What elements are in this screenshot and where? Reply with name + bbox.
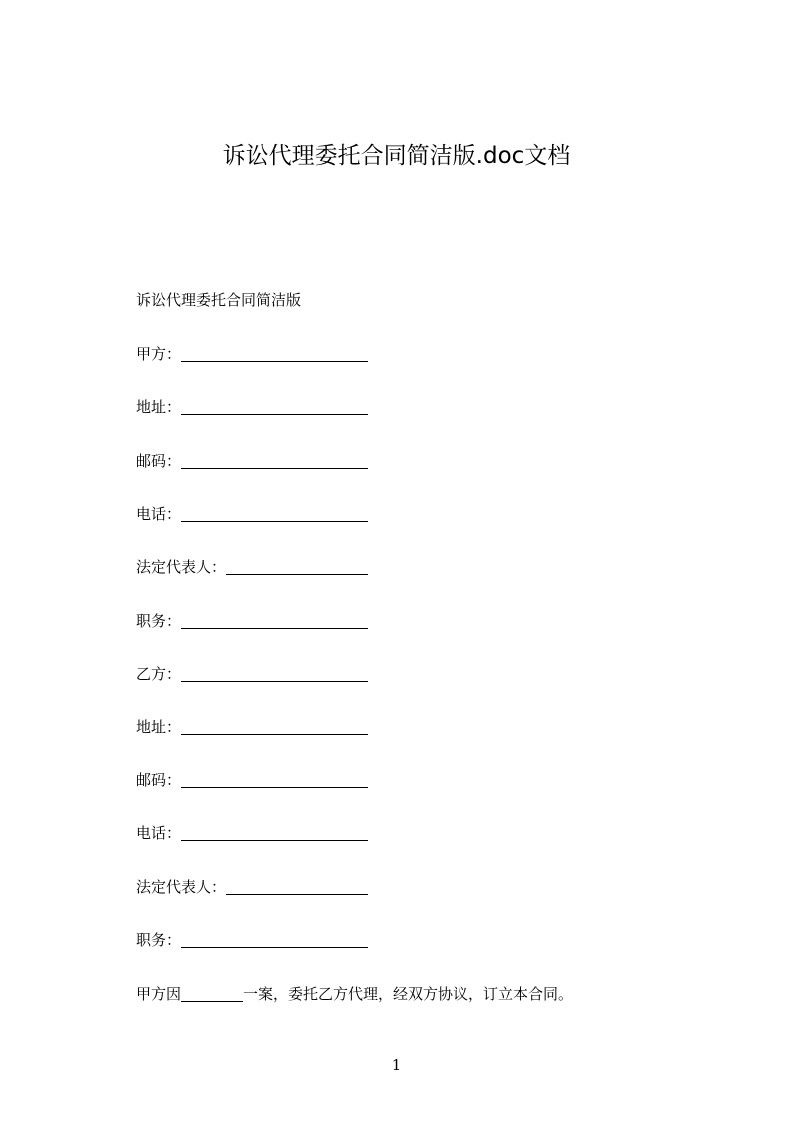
contract-heading: 诉讼代理委托合同简洁版 <box>136 291 302 309</box>
fill-in-line <box>181 505 368 522</box>
fill-in-line <box>181 612 368 629</box>
fill-in-line <box>181 771 368 788</box>
party-a-address-field <box>136 396 368 418</box>
field-label: 甲方： <box>136 345 182 363</box>
fill-in-line <box>181 398 368 415</box>
field-label: 地址： <box>136 718 182 736</box>
fill-in-line <box>181 824 368 841</box>
party-b-phone-field <box>136 822 368 844</box>
party-a-legal-rep-field <box>136 556 368 578</box>
field-label: 职务： <box>136 931 182 949</box>
paragraph-text-after: 一案，委托乙方代理，经双方协议，订立本合同。 <box>243 985 574 1003</box>
field-label: 职务： <box>136 612 182 630</box>
fill-in-line <box>226 878 368 895</box>
field-label: 邮码： <box>136 452 182 470</box>
contract-clause-paragraph <box>136 983 573 1005</box>
field-label: 电话： <box>136 824 182 842</box>
party-b-field <box>136 663 368 685</box>
fill-in-line <box>181 452 368 469</box>
party-b-position-field <box>136 929 368 951</box>
field-label: 乙方： <box>136 665 182 683</box>
fill-in-line <box>181 665 368 682</box>
fill-in-line <box>181 718 368 735</box>
fill-in-line <box>226 558 368 575</box>
party-b-legal-rep-field <box>136 876 368 898</box>
field-label: 法定代表人： <box>136 878 227 896</box>
party-a-field <box>136 343 368 365</box>
page-number: 1 <box>391 1056 402 1074</box>
field-label: 邮码： <box>136 771 182 789</box>
party-b-address-field <box>136 716 368 738</box>
party-a-position-field <box>136 610 368 632</box>
case-blank-line <box>181 985 243 1002</box>
fill-in-line <box>181 931 368 948</box>
party-a-phone-field <box>136 503 368 525</box>
party-a-postcode-field <box>136 450 368 472</box>
field-label: 地址： <box>136 398 182 416</box>
paragraph-text-before: 甲方因 <box>136 985 182 1003</box>
field-label: 电话： <box>136 505 182 523</box>
fill-in-line <box>181 345 368 362</box>
field-label: 法定代表人： <box>136 558 227 576</box>
party-b-postcode-field <box>136 769 368 791</box>
document-title: 诉讼代理委托合同简洁版.doc文档 <box>222 143 571 169</box>
